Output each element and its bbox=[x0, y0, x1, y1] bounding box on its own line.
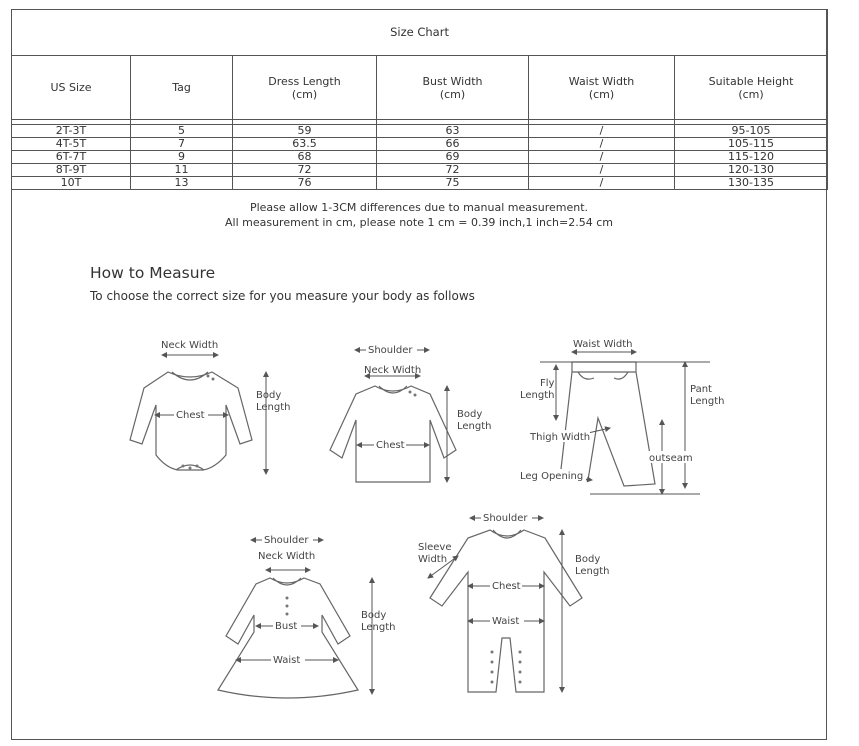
cell: 4T-5T bbox=[12, 138, 131, 151]
dress-diagram bbox=[218, 533, 396, 698]
label-shoulder: Shoulder bbox=[368, 345, 413, 356]
cell: 130-135 bbox=[675, 177, 828, 190]
label-pant: Pant bbox=[690, 384, 712, 395]
header-suitable-height: Suitable Height (cm) bbox=[675, 56, 828, 120]
label-length: Length bbox=[256, 402, 291, 413]
note-line-2: All measurement in cm, please note 1 cm = 0.39 inch,1 inch=2.54 cm bbox=[225, 216, 613, 229]
cell: 69 bbox=[377, 151, 529, 164]
label-chest: Chest bbox=[376, 440, 405, 451]
label-leg-opening: Leg Opening bbox=[520, 471, 584, 482]
romper-diagram bbox=[418, 511, 610, 692]
cell: 2T-3T bbox=[12, 125, 131, 138]
header-dress-length: Dress Length (cm) bbox=[233, 56, 377, 120]
note-line-1: Please allow 1-3CM differences due to manual measurement. bbox=[249, 201, 589, 214]
shirt-diagram bbox=[330, 343, 492, 482]
cell: 72 bbox=[377, 164, 529, 177]
cell: 10T bbox=[12, 177, 131, 190]
cell: 66 bbox=[377, 138, 529, 151]
label-body: Body bbox=[575, 554, 601, 565]
label-shoulder: Shoulder bbox=[264, 535, 309, 546]
cell: 120-130 bbox=[675, 164, 828, 177]
cell: 8T-9T bbox=[12, 164, 131, 177]
cell: 9 bbox=[131, 151, 233, 164]
cell: / bbox=[529, 164, 675, 177]
cell: 7 bbox=[131, 138, 233, 151]
cell: 76 bbox=[233, 177, 377, 190]
label-sleeve-width: Width bbox=[418, 554, 448, 565]
bodysuit-diagram bbox=[130, 340, 291, 474]
label-neck-width: Neck Width bbox=[258, 551, 316, 562]
cell: 105-115 bbox=[675, 138, 828, 151]
cell: 63.5 bbox=[233, 138, 377, 151]
cell: / bbox=[529, 125, 675, 138]
cell: 95-105 bbox=[675, 125, 828, 138]
label-length: Length bbox=[361, 622, 396, 633]
table-title: Size Chart bbox=[12, 10, 828, 56]
cell: 72 bbox=[233, 164, 377, 177]
cell: 11 bbox=[131, 164, 233, 177]
how-to-measure-subtitle: To choose the correct size for you measure your body as follows bbox=[90, 289, 475, 303]
label-length: Length bbox=[457, 421, 492, 432]
header-us-size: US Size bbox=[12, 56, 131, 120]
label-length: Length bbox=[575, 566, 610, 577]
cell: / bbox=[529, 138, 675, 151]
label-fly-length: Length bbox=[520, 390, 555, 401]
cell: / bbox=[529, 151, 675, 164]
label-outseam: outseam bbox=[649, 453, 693, 464]
label-fly: Fly bbox=[540, 378, 555, 389]
label-shoulder: Shoulder bbox=[483, 513, 528, 524]
cell: 13 bbox=[131, 177, 233, 190]
header-bust-width: Bust Width (cm) bbox=[377, 56, 529, 120]
header-waist-width: Waist Width (cm) bbox=[529, 56, 675, 120]
label-waist-width: Waist Width bbox=[573, 339, 633, 350]
label-neck-width: Neck Width bbox=[364, 365, 422, 376]
label-bust: Bust bbox=[275, 621, 298, 632]
cell: 115-120 bbox=[675, 151, 828, 164]
label-sleeve: Sleeve bbox=[418, 542, 452, 553]
cell: 63 bbox=[377, 125, 529, 138]
cell: 6T-7T bbox=[12, 151, 131, 164]
label-thigh-width: Thigh Width bbox=[530, 432, 591, 443]
label-waist: Waist bbox=[492, 616, 520, 627]
pants-diagram bbox=[518, 339, 725, 494]
label-chest: Chest bbox=[176, 410, 205, 421]
how-to-measure-title: How to Measure bbox=[90, 264, 216, 282]
label-body: Body bbox=[361, 610, 387, 621]
cell: / bbox=[529, 177, 675, 190]
label-waist: Waist bbox=[273, 655, 301, 666]
label-body: Body bbox=[256, 390, 282, 401]
cell: 75 bbox=[377, 177, 529, 190]
cell: 59 bbox=[233, 125, 377, 138]
cell: 68 bbox=[233, 151, 377, 164]
label-body: Body bbox=[457, 409, 483, 420]
cell: 5 bbox=[131, 125, 233, 138]
label-pant-length: Length bbox=[690, 396, 725, 407]
label-neck-width: Neck Width bbox=[161, 340, 219, 351]
label-chest: Chest bbox=[492, 581, 521, 592]
header-tag: Tag bbox=[131, 56, 233, 120]
